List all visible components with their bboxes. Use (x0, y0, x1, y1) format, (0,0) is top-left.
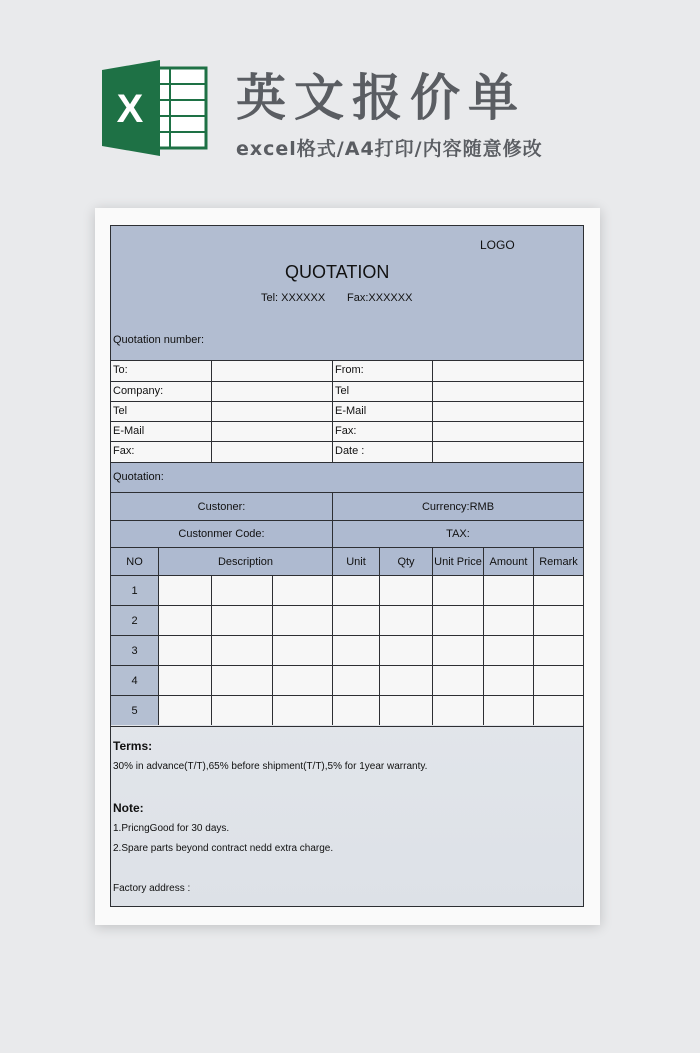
info-value-date[interactable] (432, 441, 583, 462)
cell-description-part[interactable] (158, 575, 211, 605)
cell-description-part[interactable] (272, 635, 332, 665)
row-number: 3 (111, 635, 158, 665)
info-value-to[interactable] (211, 361, 332, 381)
cell-remark[interactable] (533, 605, 583, 635)
info-label-tel-right: Tel (332, 381, 432, 401)
cell-description-part[interactable] (211, 635, 272, 665)
info-label-email: E-Mail (111, 421, 211, 441)
cell-unit-price[interactable] (432, 575, 483, 605)
cell-description-part[interactable] (272, 665, 332, 695)
info-label-email-right: E-Mail (332, 401, 432, 421)
cell-qty[interactable] (379, 605, 432, 635)
info-label-fax: Fax: (111, 441, 211, 462)
col-header-remark: Remark (533, 547, 583, 575)
row-number: 2 (111, 605, 158, 635)
cell-description-part[interactable] (272, 695, 332, 725)
page-title: 英文报价单 (236, 69, 526, 127)
factory-address-label: Factory address : (113, 883, 191, 894)
cell-description-part[interactable] (272, 575, 332, 605)
info-label-tel: Tel (111, 401, 211, 421)
header-fax: Fax:XXXXXX (347, 292, 413, 304)
info-label-company: Company: (111, 381, 211, 401)
col-header-unit-price: Unit Price (432, 547, 483, 575)
cell-unit[interactable] (332, 635, 379, 665)
quotation-label-band (111, 462, 583, 492)
excel-letter: X (116, 87, 144, 131)
cell-description-part[interactable] (158, 695, 211, 725)
header-tel: Tel: XXXXXX (261, 292, 326, 304)
terms-title: Terms: (113, 739, 153, 753)
tax-label: TAX: (332, 520, 583, 547)
cell-amount[interactable] (483, 635, 533, 665)
cell-unit[interactable] (332, 575, 379, 605)
info-value-fax[interactable] (211, 441, 332, 462)
info-label-date: Date : (332, 441, 432, 462)
cell-description-part[interactable] (211, 695, 272, 725)
terms-section (111, 726, 583, 906)
currency-label: Currency:RMB (332, 492, 583, 520)
cell-description-part[interactable] (158, 665, 211, 695)
info-label-from: From: (332, 361, 432, 381)
note-line-2: 2.Spare parts beyond contract nedd extra charge. (113, 843, 334, 854)
note-line-1: 1.PricngGood for 30 days. (113, 823, 230, 834)
col-header-description: Description (158, 547, 332, 575)
terms-text: 30% in advance(T/T),65% before shipment(T/T),5% for 1year warranty. (113, 761, 428, 772)
info-value-tel[interactable] (211, 401, 332, 421)
cell-qty[interactable] (379, 575, 432, 605)
col-header-amount: Amount (483, 547, 533, 575)
cell-unit[interactable] (332, 605, 379, 635)
customer-label: Custoner: (111, 492, 332, 520)
info-value-fax-right[interactable] (432, 421, 583, 441)
cell-description-part[interactable] (272, 605, 332, 635)
cell-unit[interactable] (332, 665, 379, 695)
col-header-qty: Qty (379, 547, 432, 575)
cell-description-part[interactable] (158, 635, 211, 665)
cell-qty[interactable] (379, 695, 432, 725)
cell-unit[interactable] (332, 695, 379, 725)
info-value-email[interactable] (211, 421, 332, 441)
page-subtitle: excel格式/A4打印/内容随意修改 (236, 138, 543, 160)
row-number: 1 (111, 575, 158, 605)
cell-description-part[interactable] (211, 575, 272, 605)
col-header-unit: Unit (332, 547, 379, 575)
cell-amount[interactable] (483, 665, 533, 695)
cell-qty[interactable] (379, 665, 432, 695)
quotation-number-label: Quotation number: (113, 334, 205, 346)
logo-placeholder: LOGO (480, 238, 515, 252)
quotation-heading: QUOTATION (285, 262, 390, 282)
cell-amount[interactable] (483, 695, 533, 725)
cell-remark[interactable] (533, 665, 583, 695)
quotation-form (110, 225, 584, 907)
excel-icon (100, 58, 210, 158)
info-value-email-right[interactable] (432, 401, 583, 421)
cell-amount[interactable] (483, 575, 533, 605)
cell-unit-price[interactable] (432, 665, 483, 695)
cell-remark[interactable] (533, 695, 583, 725)
cell-remark[interactable] (533, 575, 583, 605)
customer-code-label: Custonmer Code: (111, 520, 332, 547)
row-number: 5 (111, 695, 158, 725)
cell-description-part[interactable] (211, 605, 272, 635)
info-label-fax-right: Fax: (332, 421, 432, 441)
col-header-no: NO (111, 547, 158, 575)
cell-qty[interactable] (379, 635, 432, 665)
cell-remark[interactable] (533, 635, 583, 665)
cell-description-part[interactable] (211, 665, 272, 695)
info-value-tel-right[interactable] (432, 381, 583, 401)
info-value-from[interactable] (432, 361, 583, 381)
cell-unit-price[interactable] (432, 605, 483, 635)
header-band (111, 226, 583, 360)
info-value-company[interactable] (211, 381, 332, 401)
note-title: Note: (113, 801, 144, 815)
cell-unit-price[interactable] (432, 695, 483, 725)
cell-unit-price[interactable] (432, 635, 483, 665)
cell-amount[interactable] (483, 605, 533, 635)
info-label-to: To: (113, 364, 128, 376)
cell-description-part[interactable] (158, 605, 211, 635)
quotation-label: Quotation: (113, 471, 164, 483)
row-number: 4 (111, 665, 158, 695)
info-table (111, 360, 583, 462)
